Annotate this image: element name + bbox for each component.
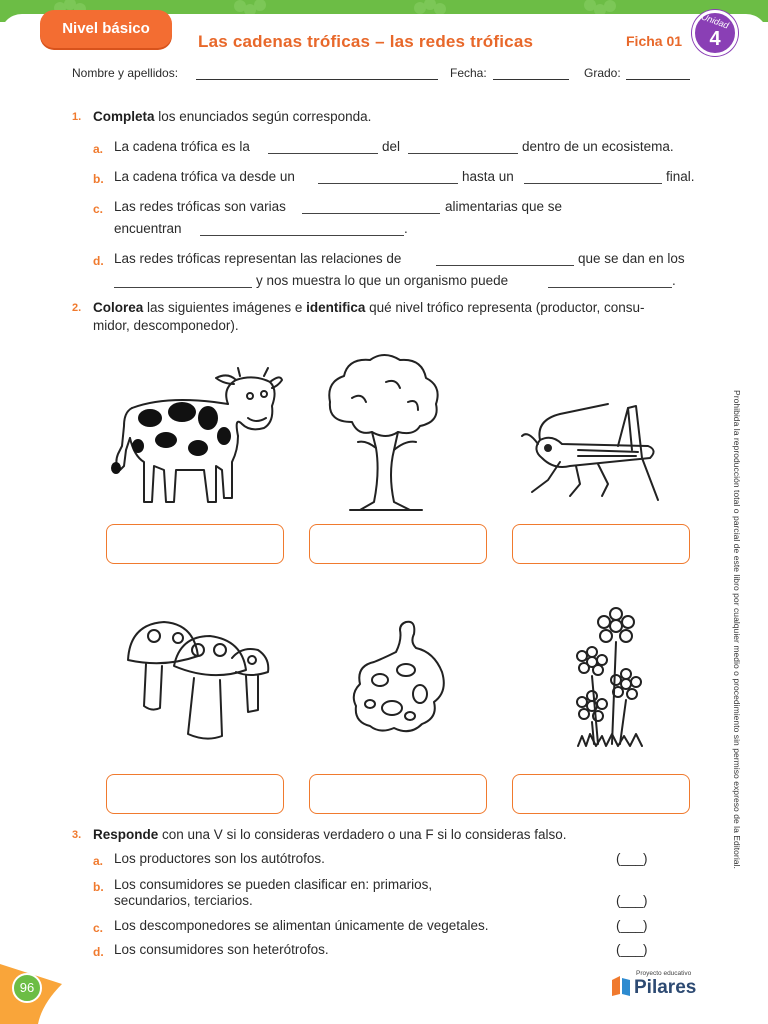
question-2-text-2: qué nivel trófico representa (productor, consu- bbox=[365, 300, 645, 315]
item-1b-blank-2[interactable] bbox=[524, 170, 662, 184]
item-1d-blank-2[interactable] bbox=[114, 274, 252, 288]
question-3-text: con una V si lo consideras verdadero o una F si lo consideras falso. bbox=[158, 827, 567, 842]
copyright-text: Prohibida la reproducción total o parcial de este libro por cualquier medio o procedimiento sin permiso expreso de la Editorial. bbox=[732, 390, 742, 869]
student-info-row bbox=[72, 66, 702, 84]
item-3a-letter: a. bbox=[93, 854, 104, 868]
item-1a-blank-1[interactable] bbox=[268, 140, 378, 154]
item-3a-text: Los productores son los autótrofos. bbox=[114, 851, 325, 866]
item-1c-text-2: alimentarias que se bbox=[445, 199, 563, 214]
tree-icon bbox=[322, 352, 444, 514]
answer-box-mold[interactable] bbox=[309, 774, 487, 814]
item-1c-text-4: . bbox=[404, 221, 408, 236]
item-3c-answer[interactable]: (___) bbox=[616, 918, 648, 933]
brand-name: Pilares bbox=[634, 977, 697, 998]
item-1a-text-1: La cadena trófica es la bbox=[114, 139, 250, 154]
item-1b-text-3: final. bbox=[666, 169, 695, 184]
item-3a-answer[interactable]: (___) bbox=[616, 851, 648, 866]
question-2-verb-1: Colorea bbox=[93, 300, 144, 315]
unit-badge bbox=[692, 10, 738, 56]
question-2-text-1: las siguientes imágenes e bbox=[143, 300, 307, 315]
item-1c-text-1: Las redes tróficas son varias bbox=[114, 199, 286, 214]
item-3b-text-1: Los consumidores se pueden clasificar en: primarios, bbox=[114, 877, 433, 892]
item-3b-letter: b. bbox=[93, 880, 104, 894]
item-3d-answer[interactable]: (___) bbox=[616, 942, 648, 957]
grasshopper-icon bbox=[518, 400, 666, 508]
copyright-side-note bbox=[728, 390, 744, 942]
brand-tagline: Proyecto educativo bbox=[636, 970, 692, 977]
item-1b-text-2: hasta un bbox=[462, 169, 514, 184]
item-3d-letter: d. bbox=[93, 945, 104, 959]
item-1c-blank-2[interactable] bbox=[200, 222, 404, 236]
date-field[interactable] bbox=[493, 66, 569, 80]
item-1a-letter: a. bbox=[93, 142, 104, 156]
name-field[interactable] bbox=[196, 66, 438, 80]
item-1b-text-1: La cadena trófica va desde un bbox=[114, 169, 295, 184]
answer-box-flowers[interactable] bbox=[512, 774, 690, 814]
item-1a-text-3: dentro de un ecosistema. bbox=[522, 139, 674, 154]
question-2-prompt-line-2: midor, descomponedor). bbox=[93, 318, 239, 333]
cow-icon bbox=[104, 366, 284, 512]
question-2-number: 2. bbox=[72, 302, 82, 314]
item-1d-blank-3[interactable] bbox=[548, 274, 672, 288]
question-2-prompt bbox=[93, 299, 645, 317]
item-1d-text-3: y nos muestra lo que un organismo puede bbox=[256, 273, 509, 288]
unit-label: Unidad bbox=[699, 11, 731, 31]
item-3c-text: Los descomponedores se alimentan únicamente de vegetales. bbox=[114, 918, 489, 933]
level-tab: Nivel básico bbox=[40, 10, 172, 48]
item-1d-text-1: Las redes tróficas representan las relaciones de bbox=[114, 251, 402, 266]
grade-field[interactable] bbox=[626, 66, 690, 80]
question-1-verb: Completa bbox=[93, 109, 155, 124]
grade-label: Grado: bbox=[584, 66, 621, 80]
item-1d-letter: d. bbox=[93, 254, 104, 268]
question-1-text: los enunciados según corresponda. bbox=[154, 109, 372, 124]
item-1b-blank-1[interactable] bbox=[318, 170, 458, 184]
page-number: 96 bbox=[12, 973, 42, 1003]
question-2-verb-2: identifica bbox=[306, 300, 366, 315]
question-3-prompt bbox=[93, 826, 567, 844]
answer-box-mushroom[interactable] bbox=[106, 774, 284, 814]
flowers-icon bbox=[570, 606, 650, 754]
answer-box-grasshopper[interactable] bbox=[512, 524, 690, 564]
question-1-number: 1. bbox=[72, 111, 82, 123]
pilares-logo bbox=[610, 970, 710, 1002]
name-label: Nombre y apellidos: bbox=[72, 66, 179, 80]
item-3b-text-2: secundarios, terciarios. bbox=[114, 893, 253, 908]
item-1c-blank-1[interactable] bbox=[302, 200, 440, 214]
item-1d-blank-1[interactable] bbox=[436, 252, 574, 266]
item-3c-letter: c. bbox=[93, 921, 104, 935]
item-1b-letter: b. bbox=[93, 172, 104, 186]
item-1a-blank-2[interactable] bbox=[408, 140, 518, 154]
date-label: Fecha: bbox=[450, 66, 487, 80]
answer-box-cow[interactable] bbox=[106, 524, 284, 564]
mushroom-icon bbox=[124, 616, 272, 746]
page-title: Las cadenas tróficas – las redes tróficas bbox=[198, 32, 534, 51]
item-1d-text-4: . bbox=[672, 273, 676, 288]
item-3d-text: Los consumidores son heterótrofos. bbox=[114, 942, 329, 957]
unit-number: 4 bbox=[709, 28, 721, 50]
item-3b-answer[interactable]: (___) bbox=[616, 893, 648, 908]
answer-box-tree[interactable] bbox=[309, 524, 487, 564]
item-1c-text-3: encuentran bbox=[114, 221, 182, 236]
mold-icon bbox=[350, 618, 448, 738]
item-1d-text-2: que se dan en los bbox=[578, 251, 685, 266]
question-3-verb: Responde bbox=[93, 827, 159, 842]
item-1c-letter: c. bbox=[93, 202, 104, 216]
question-1-prompt bbox=[93, 108, 371, 126]
sheet-label: Ficha 01 bbox=[626, 33, 683, 49]
question-3-number: 3. bbox=[72, 829, 82, 841]
item-1a-text-2: del bbox=[382, 139, 401, 154]
pilares-logo-icon bbox=[610, 974, 632, 998]
